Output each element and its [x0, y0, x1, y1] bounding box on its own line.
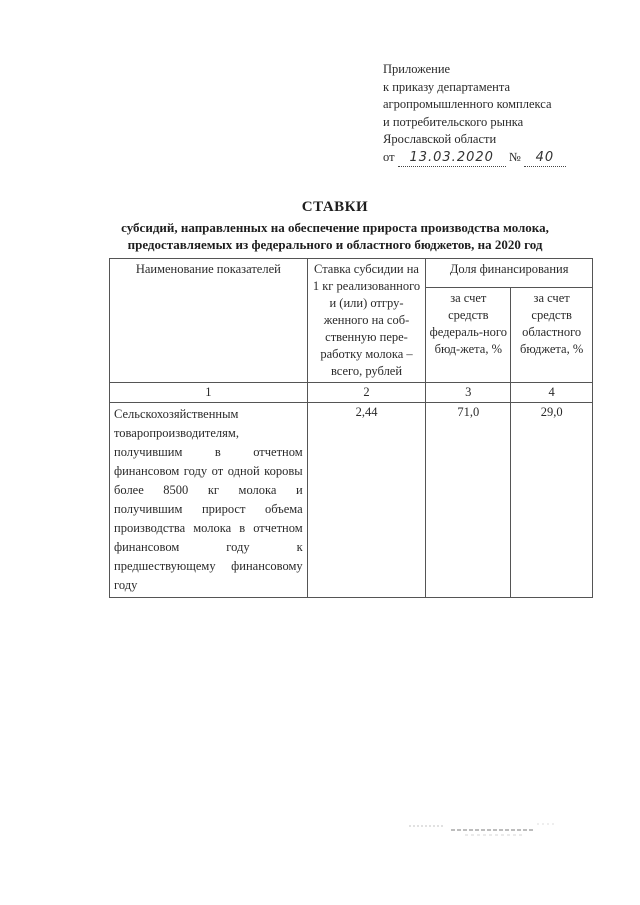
row-indicator: Сельскохозяйственным товаропроизводителям, получившим в отчетном финансовом году от одной коровы более 8500 кг молока и получившим прирост объема производства молока в отчетном финансовом году к предшествующему финансовому году [110, 403, 308, 598]
document-subtitle: субсидий, направленных на обеспечение прироста производства молока, предоставляемых из федерального и областного бюджетов, на 2020 год [121, 220, 549, 252]
header-regional: за счет средств областного бюджета, % [511, 287, 593, 382]
number-label: № [508, 149, 521, 164]
column-number: 3 [426, 383, 511, 403]
appendix-line: и потребительского рынка [383, 114, 524, 129]
appendix-block [383, 61, 623, 167]
header-share: Доля финансирования [426, 259, 593, 288]
row-rate: 2,44 [307, 403, 426, 598]
column-number: 4 [511, 383, 593, 403]
column-number: 1 [110, 383, 308, 403]
row-federal-share: 71,0 [426, 403, 511, 598]
row-regional-share: 29,0 [511, 403, 593, 598]
from-label: от [383, 149, 395, 164]
header-federal: за счет средств федераль-ного бюд-жета, % [426, 287, 511, 382]
appendix-line: к приказу департамента [383, 79, 511, 94]
document-title: СТАВКИ [301, 199, 369, 215]
document-heading [95, 197, 575, 253]
order-date-number-row [383, 149, 623, 168]
header-indicator: Наименование показателей [110, 259, 308, 383]
rates-table [109, 258, 593, 598]
column-number-row [110, 383, 593, 403]
order-number: 40 [524, 149, 566, 168]
appendix-line: Приложение [383, 62, 451, 76]
appendix-line: Ярославской области [383, 132, 497, 146]
column-number: 2 [307, 383, 426, 403]
order-date: 13.03.2020 [398, 149, 506, 168]
table-header-row [110, 259, 593, 288]
header-rate: Ставка субсидии на 1 кг реализованного и (или) отгру-женного на соб-ственную пере-работку молока – всего, рублей [307, 259, 426, 383]
table-row [110, 403, 593, 598]
appendix-line: агропромышленного комплекса [383, 97, 552, 111]
faint-stamp-mark [405, 818, 565, 840]
